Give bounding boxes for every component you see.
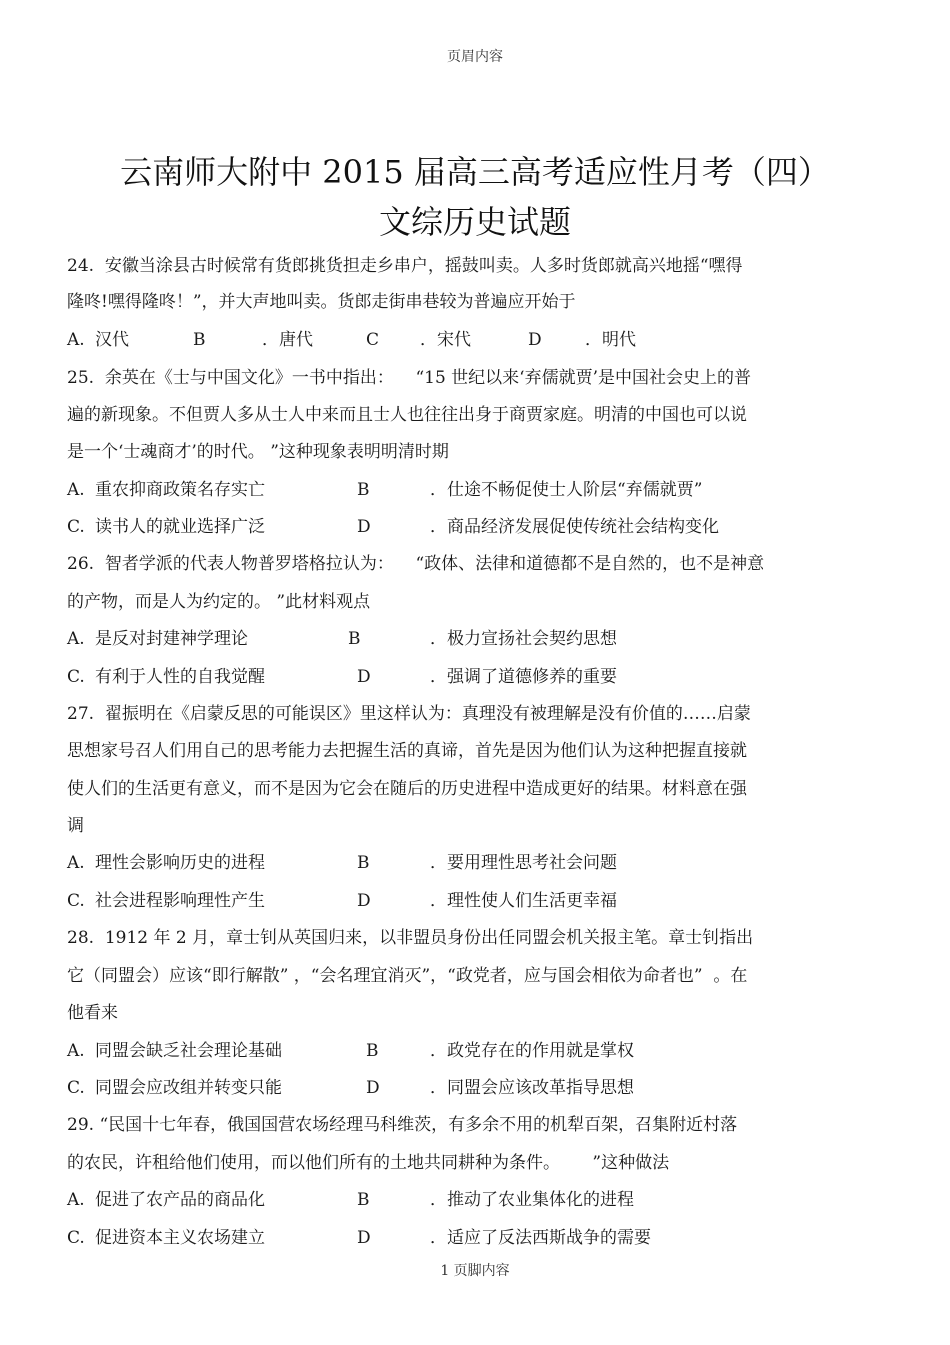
q26-line-1: 26. 智者学派的代表人物普罗塔格拉认为： “政体、法律和道德都不是自然的，也不是神意 — [67, 554, 765, 574]
q25-line-1: 25. 余英在《士与中国文化》一书中指出： “15 世纪以来‘弃儒就贾’是中国社会史上的普 — [67, 368, 751, 388]
q24-option-d-letter: D — [528, 330, 542, 350]
exam-subtitle: 文综历史试题 — [378, 203, 571, 241]
q28-option-d-letter: D — [366, 1078, 380, 1098]
q27-option-b-text: ．要用理性思考社会问题 — [430, 853, 617, 873]
q26-option-a-letter: A. — [67, 629, 85, 649]
q26-option-d-text: ．强调了道德修养的重要 — [430, 667, 617, 687]
q28-option-d-text: ．同盟会应该改革指导思想 — [430, 1078, 634, 1098]
q28-option-b-letter: B — [366, 1041, 379, 1061]
q27-line-1: 27. 翟振明在《启蒙反思的可能误区》里这样认为：真理没有被理解是没有价值的……启蒙 — [67, 704, 751, 724]
q26-line-2: 的产物，而是人为约定的。 ”此材料观点 — [67, 592, 371, 612]
q29-option-c-text: 促进资本主义农场建立 — [95, 1228, 265, 1248]
q24-option-a-letter: A. — [67, 330, 85, 350]
q27-option-d-letter: D — [357, 891, 371, 911]
q27-option-a-letter: A. — [67, 853, 85, 873]
q29-option-c-letter: C. — [67, 1228, 85, 1248]
q25-option-d-text: ．商品经济发展促使传统社会结构变化 — [430, 517, 719, 537]
q26-option-c-letter: C. — [67, 667, 85, 687]
q25-option-b-text: ．仕途不畅促使士人阶层“弃儒就贾” — [430, 480, 703, 500]
q28-option-c-text: 同盟会应改组并转变只能 — [95, 1078, 282, 1098]
exam-title: 云南师大附中 2015 届高三高考适应性月考（四） — [120, 153, 830, 191]
q29-option-a-text: 促进了农产品的商品化 — [95, 1190, 265, 1210]
q26-option-c-text: 有利于人性的自我觉醒 — [95, 667, 265, 687]
q24-option-b-letter: B — [193, 330, 206, 350]
q24-line-2: 隆咚!嘿得隆咚！”，并大声地叫卖。货郎走街串巷较为普遍应开始于 — [67, 292, 576, 312]
q26-option-a-text: 是反对封建神学理论 — [95, 629, 248, 649]
q24-option-d-text: ．明代 — [585, 330, 636, 350]
q25-option-b-letter: B — [357, 480, 370, 500]
q28-line-1: 28. 1912 年 2 月，章士钊从英国归来，以非盟员身份出任同盟会机关报主笔。章士钊指出 — [67, 928, 754, 948]
q29-option-d-text: ．适应了反法西斯战争的需要 — [430, 1228, 651, 1248]
q26-option-b-text: ．极力宣扬社会契约思想 — [430, 629, 617, 649]
q25-option-d-letter: D — [357, 517, 371, 537]
q24-option-b-text: ．唐代 — [262, 330, 313, 350]
q29-line-1: 29. “民国十七年春，俄国国营农场经理马科维茨，有多余不用的机犁百架，召集附近村落 — [67, 1115, 738, 1135]
q28-line-3: 他看来 — [67, 1003, 118, 1023]
q27-line-3: 使人们的生活更有意义，而不是因为它会在随后的历史进程中造成更好的结果。材料意在强 — [67, 779, 747, 799]
q24-line-1: 24. 安徽当涂县古时候常有货郎挑货担走乡串户，摇鼓叫卖。人多时货郎就高兴地摇“嘿得 — [67, 256, 743, 276]
q26-option-b-letter: B — [348, 629, 361, 649]
q25-option-c-letter: C. — [67, 517, 85, 537]
q29-option-b-text: ．推动了农业集体化的进程 — [430, 1190, 634, 1210]
q28-option-b-text: ．政党存在的作用就是掌权 — [430, 1041, 634, 1061]
q28-option-a-letter: A. — [67, 1041, 85, 1061]
q27-option-b-letter: B — [357, 853, 370, 873]
q27-option-c-text: 社会进程影响理性产生 — [95, 891, 265, 911]
q28-line-2: 它（同盟会）应该“即行解散” ，“会名理宜消灭”，“政党者，应与国会相依为命者也” 。在 — [67, 966, 748, 986]
q29-option-b-letter: B — [357, 1190, 370, 1210]
q29-option-a-letter: A. — [67, 1190, 85, 1210]
q24-option-a-text: 汉代 — [95, 330, 129, 350]
q24-option-c-letter: C — [366, 330, 380, 350]
q25-line-3: 是一个‘士魂商才’的时代。 ”这种现象表明明清时期 — [67, 442, 449, 462]
q25-option-a-letter: A. — [67, 480, 85, 500]
q25-option-a-text: 重农抑商政策名存实亡 — [95, 480, 265, 500]
q25-line-2: 遍的新现象。不但贾人多从士人中来而且士人也往往出身于商贾家庭。明清的中国也可以说 — [67, 405, 747, 425]
q27-option-d-text: ．理性使人们生活更幸福 — [430, 891, 617, 911]
q27-line-4: 调 — [67, 816, 84, 836]
q28-option-c-letter: C. — [67, 1078, 85, 1098]
q27-line-2: 思想家号召人们用自己的思考能力去把握生活的真谛，首先是因为他们认为这种把握直接就 — [67, 741, 747, 761]
q27-option-a-text: 理性会影响历史的进程 — [95, 853, 265, 873]
q29-line-2: 的农民，许租给他们使用，而以他们所有的土地共同耕种为条件。 ”这种做法 — [67, 1153, 670, 1173]
q28-option-a-text: 同盟会缺乏社会理论基础 — [95, 1041, 282, 1061]
q26-option-d-letter: D — [357, 667, 371, 687]
q27-option-c-letter: C. — [67, 891, 85, 911]
q25-option-c-text: 读书人的就业选择广泛 — [95, 517, 265, 537]
page-header: 页眉内容 — [447, 49, 503, 65]
q24-option-c-text: ．宋代 — [420, 330, 471, 350]
page-footer: 1 页脚内容 — [440, 1263, 510, 1279]
q29-option-d-letter: D — [357, 1228, 371, 1248]
